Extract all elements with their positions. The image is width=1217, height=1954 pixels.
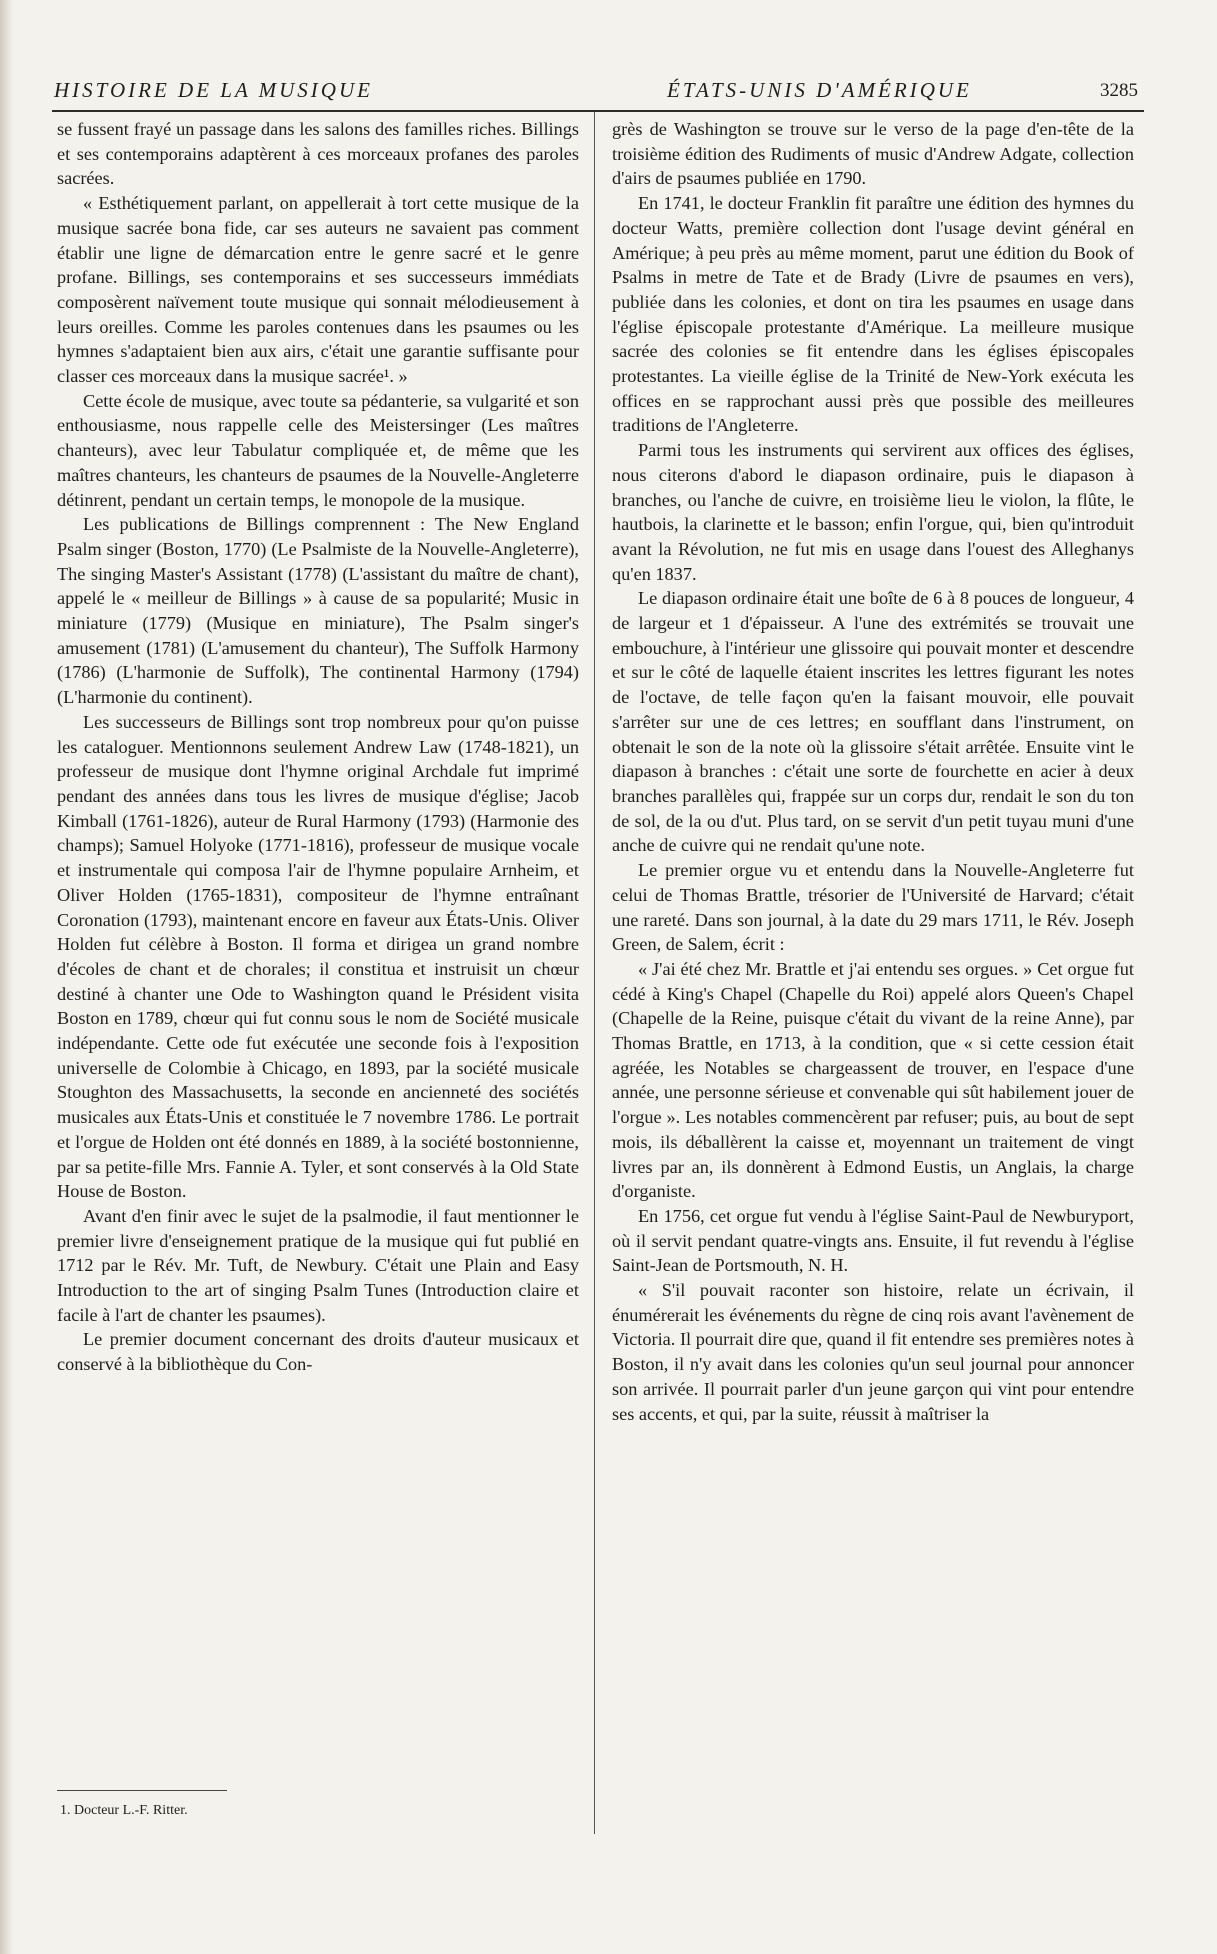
- header-rule: [52, 110, 1144, 112]
- paragraph: Le premier document concernant des droits d'auteur musicaux et conservé à la bibliothèque du Con-: [57, 1329, 579, 1375]
- paragraph: Parmi tous les instruments qui servirent aux offices des églises, nous citerons d'abord le diapason ordinaire, puis le diapason à branches, ou l'anche de cuivre, en troisième lieu le violon, la flûte, le hautbois, la clarinette et le basson; enfin l'orgue, qui, bien qu'introduit avant la Révolution, ne fut mis en usage dans l'ouest des Alleghanys qu'en 1837.: [612, 440, 1134, 584]
- page-number: 3285: [1100, 80, 1138, 101]
- paragraph: Cette école de musique, avec toute sa pédanterie, sa vulgarité et son enthousiasme, nous rappelle celle des Meistersinger (Les maîtres chanteurs), avec leur Tabulatur compliquée et, de même que les maîtres chanteurs, les chanteurs de psaumes de la Nouvelle-Angleterre détinrent, pendant un certain temps, le monopole de la musique.: [57, 390, 579, 510]
- left-column: [57, 117, 579, 1377]
- paragraph: « J'ai été chez Mr. Brattle et j'ai entendu ses orgues. » Cet orgue fut cédé à King's Chapel (Chapelle du Roi) appelé alors Queen's Chapel (Chapelle de la Reine, puisque c'était du vivant de la reine Anne), par Thomas Brattle, en 1713, à la condition, que « si cette cession était agréée, les Notables se chargeassent de trouver, en l'espace d'une année, une personne sérieuse et convenable qui sût habilement jouer de l'orgue ». Les notables commencèrent par refuser; puis, au bout de sept mois, ils déballèrent la caisse et, moyennant un traitement de vingt livres par an, ils donnèrent à Edmond Eustis, un Anglais, la charge d'organiste.: [612, 958, 1134, 1202]
- footnote: 1. Docteur L.-F. Ritter.: [60, 1803, 188, 1818]
- footnote-rule: [57, 1790, 227, 1791]
- right-column: [612, 117, 1134, 1426]
- paragraph: Les successeurs de Billings sont trop nombreux pour qu'on puisse les cataloguer. Mentionnons seulement Andrew Law (1748-1821), un professeur de musique dont l'hymne original Archdale fut imprimé pendant des années dans tous les livres de musique d'église; Jacob Kimball (1761-1826), auteur de Rural Harmony (1793) (Harmonie des champs); Samuel Holyoke (1771-1816), professeur de musique vocale et instrumentale qui composa l'air de l'hymne populaire Arnheim, et Oliver Holden (1765-1831), compositeur de l'hymne entraînant Coronation (1793), maintenant encore en faveur aux États-Unis. Oliver Holden fut célèbre à Boston. Il forma et dirigea un grand nombre d'écoles de chant et de chorales; il constitua et instruisit un chœur destiné à chanter une Ode to Washington quand le Président visita Boston en 1789, chœur qui fut connu sous le nom de Société musicale indépendante. Cette ode fut exécutée une seconde fois à l'exposition universelle de Colombie à Chicago, en 1893, par la société musicale Stoughton des Massachusetts, la seconde en ancienneté des sociétés musicales aux États-Unis et constituée le 7 novembre 1786. Le portrait et l'orgue de Holden ont été donnés en 1889, à la société bostonnienne, par sa petite-fille Mrs. Fannie A. Tyler, et sont conservés à la Old State House de Boston.: [57, 711, 579, 1202]
- paragraph: Avant d'en finir avec le sujet de la psalmodie, il faut mentionner le premier livre d'enseignement pratique de la musique qui fut publié en 1712 par le Rév. Mr. Tuft, de Newbury. C'était une Plain and Easy Introduction to the art of singing Psalm Tunes (Introduction claire et facile à l'art de chanter les psaumes).: [57, 1205, 579, 1325]
- paragraph: se fussent frayé un passage dans les salons des familles riches. Billings et ses contemporains adaptèrent à ces morceaux profanes des paroles sacrées.: [57, 119, 579, 189]
- paragraph: « S'il pouvait raconter son histoire, relate un écrivain, il énumérerait les événements du règne de cinq rois avant l'avènement de Victoria. Il pourrait dire que, quand il fit entendre ses premières notes à Boston, il n'y avait dans les colonies qu'un seul journal pour annoncer son arrivée. Il pourrait parler d'un jeune garçon qui vint pour entendre ses accents, et qui, par la suite, réussit à maîtriser la: [612, 1280, 1134, 1424]
- paragraph: Le premier orgue vu et entendu dans la Nouvelle-Angleterre fut celui de Thomas Brattle, trésorier de l'Université de Harvard; c'était une rareté. Dans son journal, à la date du 29 mars 1711, le Rév. Joseph Green, de Salem, écrit :: [612, 860, 1134, 955]
- paragraph: En 1741, le docteur Franklin fit paraître une édition des hymnes du docteur Watts, première collection dont l'usage devint général en Amérique; à peu près au même moment, parut une édition du Book of Psalms in metre de Tate et de Brady (Livre de psaumes en vers), publiée dans les colonies, et dont on tira les psaumes en usage dans l'église épiscopale protestante d'Amérique. La meilleure musique sacrée des colonies se fit entendre dans les églises épiscopales protestantes. La vieille église de la Trinité de New-York exécuta les offices en se rapprochant aussi près que possible des meilleures traditions de l'Angleterre.: [612, 193, 1134, 436]
- paragraph: Le diapason ordinaire était une boîte de 6 à 8 pouces de longueur, 4 de largeur et 1 d'épaisseur. A l'une des extrémités se trouvait une embouchure, à l'intérieur une glissoire qui pouvait monter et descendre et sur le côté de laquelle étaient inscrites les lettres figurant les notes de l'octave, de telle façon qu'en la faisant mouvoir, elle pouvait s'arrêter sur une de ces lettres; en soufflant dans l'instrument, on obtenait le son de la note où la glissoire s'était arrêtée. Ensuite vint le diapason à branches : c'était une sorte de fourchette en acier à deux branches parallèles qui, frappée sur un corps dur, rendait le son du ton de sol, de la ou d'ut. Plus tard, on se servit d'un petit tuyau muni d'une anche de cuivre qui ne rendait qu'une note.: [612, 588, 1134, 856]
- paragraph: Les publications de Billings comprennent : The New England Psalm singer (Boston, 1770) (Le Psalmiste de la Nouvelle-Angleterre), The singing Master's Assistant (1778) (L'assistant du maître de chant), appelé le « meilleur de Billings » à cause de sa popularité; Music in miniature (1779) (Musique en miniature), The Psalm singer's amusement (1781) (L'amusement du chanteur), The Suffolk Harmony (1786) (L'harmonie de Suffolk), The continental Harmony (1794) (L'harmonie du continent).: [57, 514, 579, 708]
- paragraph: « Esthétiquement parlant, on appellerait à tort cette musique de la musique sacrée bona fide, car ses auteurs ne savaient pas comment établir une ligne de démarcation entre le genre sacré et le genre profane. Billings, ses contemporains et ses successeurs immédiats composèrent naïvement toute musique qui sonnait mélodieusement à leurs oreilles. Comme les paroles contenues dans les psaumes ou les hymnes s'adaptaient bien aux airs, c'était une garantie suffisante pour classer ces morceaux dans la musique sacrée¹. »: [57, 193, 579, 387]
- paragraph: grès de Washington se trouve sur le verso de la page d'en-tête de la troisième édition des Rudiments of music d'Andrew Adgate, collection d'airs de psaumes publiée en 1790.: [612, 119, 1134, 189]
- paragraph: En 1756, cet orgue fut vendu à l'église Saint-Paul de Newburyport, où il servit pendant quatre-vingts ans. Ensuite, il fut revendu à l'église Saint-Jean de Portsmouth, N. H.: [612, 1205, 1134, 1276]
- column-divider: [594, 112, 595, 1834]
- running-head-right: ÉTATS-UNIS D'AMÉRIQUE: [667, 78, 972, 102]
- running-head-left: HISTOIRE DE LA MUSIQUE: [54, 78, 373, 102]
- binding-gutter: [0, 0, 14, 1954]
